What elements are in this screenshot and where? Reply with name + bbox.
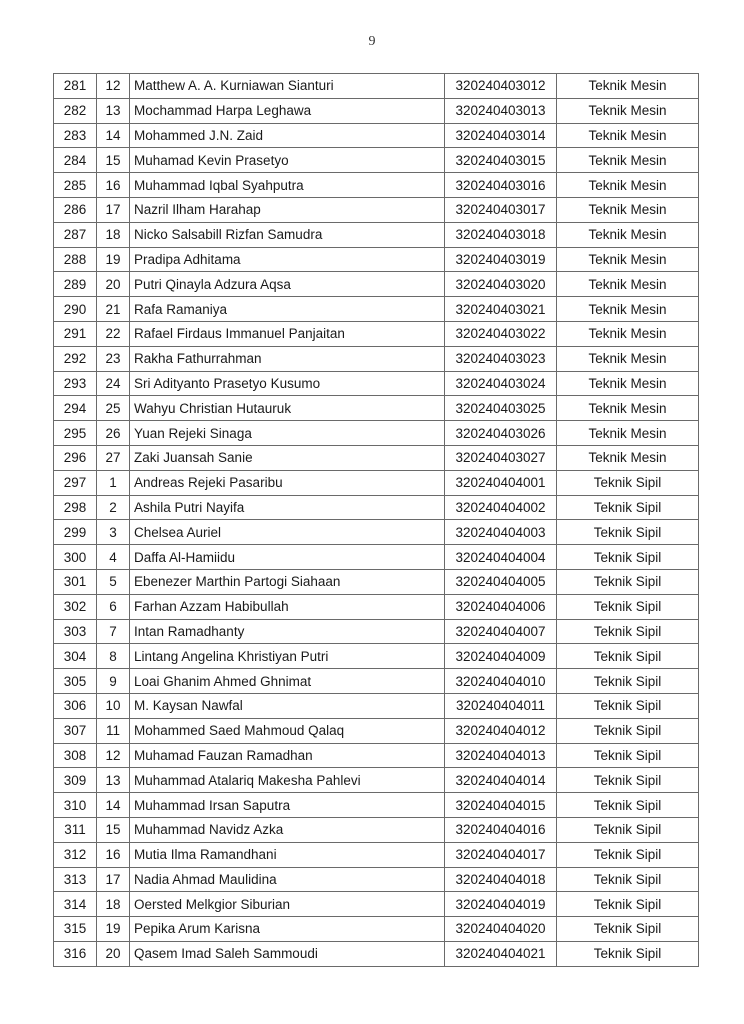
student-name-cell: Nadia Ahmad Maulidina [130, 867, 445, 892]
program-number-cell: 18 [97, 892, 130, 917]
program-number-cell: 15 [97, 148, 130, 173]
table-row [54, 495, 699, 520]
student-id-cell: 320240403023 [445, 346, 557, 371]
student-name-cell: Nazril Ilham Harahap [130, 197, 445, 222]
row-number-cell: 300 [54, 545, 97, 570]
table-row [54, 594, 699, 619]
table-row [54, 98, 699, 123]
table-row [54, 693, 699, 718]
study-program-cell: Teknik Sipil [557, 867, 699, 892]
student-name-cell: Zaki Juansah Sanie [130, 445, 445, 470]
row-number-cell: 295 [54, 421, 97, 446]
study-program-cell: Teknik Mesin [557, 98, 699, 123]
table-row [54, 272, 699, 297]
row-number-cell: 282 [54, 98, 97, 123]
row-number-cell: 309 [54, 768, 97, 793]
table-row [54, 74, 699, 99]
student-name-cell: Ashila Putri Nayifa [130, 495, 445, 520]
study-program-cell: Teknik Mesin [557, 272, 699, 297]
student-id-cell: 320240403021 [445, 297, 557, 322]
program-number-cell: 27 [97, 445, 130, 470]
student-name-cell: Yuan Rejeki Sinaga [130, 421, 445, 446]
table-row [54, 297, 699, 322]
program-number-cell: 13 [97, 768, 130, 793]
table-row [54, 173, 699, 198]
program-number-cell: 18 [97, 222, 130, 247]
student-name-cell: Muhammad Iqbal Syahputra [130, 173, 445, 198]
program-number-cell: 24 [97, 371, 130, 396]
student-name-cell: Oersted Melkgior Siburian [130, 892, 445, 917]
table-row [54, 669, 699, 694]
study-program-cell: Teknik Mesin [557, 321, 699, 346]
program-number-cell: 17 [97, 867, 130, 892]
student-id-cell: 320240404016 [445, 817, 557, 842]
table-row [54, 743, 699, 768]
student-id-cell: 320240403019 [445, 247, 557, 272]
study-program-cell: Teknik Sipil [557, 495, 699, 520]
row-number-cell: 314 [54, 892, 97, 917]
program-number-cell: 3 [97, 520, 130, 545]
row-number-cell: 307 [54, 718, 97, 743]
table-row [54, 718, 699, 743]
student-id-cell: 320240404012 [445, 718, 557, 743]
student-id-cell: 320240404005 [445, 569, 557, 594]
table-row [54, 197, 699, 222]
student-name-cell: Pepika Arum Karisna [130, 917, 445, 942]
program-number-cell: 6 [97, 594, 130, 619]
student-name-cell: Daffa Al-Hamiidu [130, 545, 445, 570]
student-id-cell: 320240403013 [445, 98, 557, 123]
study-program-cell: Teknik Mesin [557, 197, 699, 222]
table-row [54, 644, 699, 669]
row-number-cell: 305 [54, 669, 97, 694]
program-number-cell: 26 [97, 421, 130, 446]
table-row [54, 371, 699, 396]
study-program-cell: Teknik Sipil [557, 793, 699, 818]
table-row [54, 569, 699, 594]
row-number-cell: 298 [54, 495, 97, 520]
table-row [54, 247, 699, 272]
table-row [54, 842, 699, 867]
study-program-cell: Teknik Sipil [557, 619, 699, 644]
table-row [54, 817, 699, 842]
student-id-cell: 320240404009 [445, 644, 557, 669]
student-name-cell: M. Kaysan Nawfal [130, 693, 445, 718]
student-name-cell: Mutia Ilma Ramandhani [130, 842, 445, 867]
program-number-cell: 21 [97, 297, 130, 322]
student-id-cell: 320240403024 [445, 371, 557, 396]
study-program-cell: Teknik Sipil [557, 545, 699, 570]
table-row [54, 917, 699, 942]
program-number-cell: 2 [97, 495, 130, 520]
student-id-cell: 320240404002 [445, 495, 557, 520]
student-name-cell: Muhammad Navidz Azka [130, 817, 445, 842]
study-program-cell: Teknik Mesin [557, 148, 699, 173]
row-number-cell: 285 [54, 173, 97, 198]
study-program-cell: Teknik Mesin [557, 247, 699, 272]
student-name-cell: Pradipa Adhitama [130, 247, 445, 272]
study-program-cell: Teknik Mesin [557, 297, 699, 322]
program-number-cell: 20 [97, 941, 130, 966]
student-name-cell: Rakha Fathurrahman [130, 346, 445, 371]
table-row [54, 123, 699, 148]
row-number-cell: 299 [54, 520, 97, 545]
row-number-cell: 304 [54, 644, 97, 669]
study-program-cell: Teknik Mesin [557, 173, 699, 198]
student-name-cell: Rafa Ramaniya [130, 297, 445, 322]
program-number-cell: 5 [97, 569, 130, 594]
student-id-cell: 320240404017 [445, 842, 557, 867]
study-program-cell: Teknik Sipil [557, 892, 699, 917]
student-name-cell: Muhammad Atalariq Makesha Pahlevi [130, 768, 445, 793]
student-name-cell: Putri Qinayla Adzura Aqsa [130, 272, 445, 297]
table-row [54, 793, 699, 818]
student-name-cell: Mohammed Saed Mahmoud Qalaq [130, 718, 445, 743]
table-row [54, 545, 699, 570]
student-name-cell: Muhamad Kevin Prasetyo [130, 148, 445, 173]
study-program-cell: Teknik Mesin [557, 123, 699, 148]
row-number-cell: 310 [54, 793, 97, 818]
table-row [54, 867, 699, 892]
program-number-cell: 13 [97, 98, 130, 123]
student-id-cell: 320240404003 [445, 520, 557, 545]
study-program-cell: Teknik Sipil [557, 941, 699, 966]
program-number-cell: 20 [97, 272, 130, 297]
student-name-cell: Chelsea Auriel [130, 520, 445, 545]
student-id-cell: 320240403016 [445, 173, 557, 198]
program-number-cell: 14 [97, 123, 130, 148]
row-number-cell: 281 [54, 74, 97, 99]
study-program-cell: Teknik Mesin [557, 222, 699, 247]
student-name-cell: Nicko Salsabill Rizfan Samudra [130, 222, 445, 247]
program-number-cell: 16 [97, 842, 130, 867]
student-name-cell: Ebenezer Marthin Partogi Siahaan [130, 569, 445, 594]
row-number-cell: 292 [54, 346, 97, 371]
program-number-cell: 19 [97, 917, 130, 942]
program-number-cell: 15 [97, 817, 130, 842]
program-number-cell: 22 [97, 321, 130, 346]
student-id-cell: 320240403020 [445, 272, 557, 297]
row-number-cell: 312 [54, 842, 97, 867]
page-number: 9 [368, 34, 376, 49]
program-number-cell: 16 [97, 173, 130, 198]
student-name-cell: Rafael Firdaus Immanuel Panjaitan [130, 321, 445, 346]
student-id-cell: 320240404018 [445, 867, 557, 892]
student-id-cell: 320240403027 [445, 445, 557, 470]
table-row [54, 148, 699, 173]
student-id-cell: 320240404007 [445, 619, 557, 644]
student-id-cell: 320240404020 [445, 917, 557, 942]
row-number-cell: 289 [54, 272, 97, 297]
study-program-cell: Teknik Mesin [557, 445, 699, 470]
row-number-cell: 283 [54, 123, 97, 148]
study-program-cell: Teknik Sipil [557, 644, 699, 669]
program-number-cell: 25 [97, 396, 130, 421]
row-number-cell: 315 [54, 917, 97, 942]
table-row [54, 222, 699, 247]
student-id-cell: 320240403018 [445, 222, 557, 247]
student-name-cell: Mohammed J.N. Zaid [130, 123, 445, 148]
table-row [54, 445, 699, 470]
student-id-cell: 320240403015 [445, 148, 557, 173]
row-number-cell: 301 [54, 569, 97, 594]
table-row [54, 520, 699, 545]
row-number-cell: 303 [54, 619, 97, 644]
study-program-cell: Teknik Mesin [557, 74, 699, 99]
program-number-cell: 14 [97, 793, 130, 818]
table-row [54, 941, 699, 966]
study-program-cell: Teknik Sipil [557, 693, 699, 718]
student-id-cell: 320240404010 [445, 669, 557, 694]
row-number-cell: 286 [54, 197, 97, 222]
program-number-cell: 9 [97, 669, 130, 694]
student-name-cell: Lintang Angelina Khristiyan Putri [130, 644, 445, 669]
row-number-cell: 288 [54, 247, 97, 272]
student-name-cell: Farhan Azzam Habibullah [130, 594, 445, 619]
program-number-cell: 8 [97, 644, 130, 669]
row-number-cell: 306 [54, 693, 97, 718]
program-number-cell: 4 [97, 545, 130, 570]
table-row [54, 321, 699, 346]
student-name-cell: Sri Adityanto Prasetyo Kusumo [130, 371, 445, 396]
student-id-cell: 320240404006 [445, 594, 557, 619]
student-name-cell: Intan Ramadhanty [130, 619, 445, 644]
student-name-cell: Loai Ghanim Ahmed Ghnimat [130, 669, 445, 694]
program-number-cell: 12 [97, 743, 130, 768]
program-number-cell: 7 [97, 619, 130, 644]
student-name-cell: Matthew A. A. Kurniawan Sianturi [130, 74, 445, 99]
student-name-cell: Muhamad Fauzan Ramadhan [130, 743, 445, 768]
program-number-cell: 19 [97, 247, 130, 272]
study-program-cell: Teknik Mesin [557, 421, 699, 446]
student-name-cell: Mochammad Harpa Leghawa [130, 98, 445, 123]
row-number-cell: 297 [54, 470, 97, 495]
program-number-cell: 23 [97, 346, 130, 371]
student-id-cell: 320240404019 [445, 892, 557, 917]
program-number-cell: 17 [97, 197, 130, 222]
student-id-cell: 320240404004 [445, 545, 557, 570]
table-row [54, 619, 699, 644]
student-id-cell: 320240403025 [445, 396, 557, 421]
row-number-cell: 296 [54, 445, 97, 470]
row-number-cell: 293 [54, 371, 97, 396]
student-id-cell: 320240404013 [445, 743, 557, 768]
row-number-cell: 316 [54, 941, 97, 966]
student-id-cell: 320240403014 [445, 123, 557, 148]
study-program-cell: Teknik Sipil [557, 569, 699, 594]
row-number-cell: 308 [54, 743, 97, 768]
study-program-cell: Teknik Sipil [557, 669, 699, 694]
student-name-cell: Muhammad Irsan Saputra [130, 793, 445, 818]
row-number-cell: 291 [54, 321, 97, 346]
student-table [53, 73, 699, 967]
student-id-cell: 320240404014 [445, 768, 557, 793]
row-number-cell: 294 [54, 396, 97, 421]
table-row [54, 768, 699, 793]
table-row [54, 346, 699, 371]
row-number-cell: 290 [54, 297, 97, 322]
study-program-cell: Teknik Sipil [557, 594, 699, 619]
student-id-cell: 320240404001 [445, 470, 557, 495]
study-program-cell: Teknik Sipil [557, 917, 699, 942]
student-id-cell: 320240403022 [445, 321, 557, 346]
student-table-body [54, 74, 699, 967]
row-number-cell: 284 [54, 148, 97, 173]
student-id-cell: 320240404021 [445, 941, 557, 966]
row-number-cell: 311 [54, 817, 97, 842]
row-number-cell: 302 [54, 594, 97, 619]
row-number-cell: 287 [54, 222, 97, 247]
study-program-cell: Teknik Sipil [557, 718, 699, 743]
student-name-cell: Qasem Imad Saleh Sammoudi [130, 941, 445, 966]
program-number-cell: 12 [97, 74, 130, 99]
program-number-cell: 1 [97, 470, 130, 495]
study-program-cell: Teknik Sipil [557, 817, 699, 842]
study-program-cell: Teknik Sipil [557, 470, 699, 495]
study-program-cell: Teknik Mesin [557, 371, 699, 396]
student-id-cell: 320240403012 [445, 74, 557, 99]
table-row [54, 470, 699, 495]
student-id-cell: 320240404011 [445, 693, 557, 718]
table-row [54, 892, 699, 917]
row-number-cell: 313 [54, 867, 97, 892]
study-program-cell: Teknik Mesin [557, 396, 699, 421]
student-id-cell: 320240404015 [445, 793, 557, 818]
student-name-cell: Wahyu Christian Hutauruk [130, 396, 445, 421]
table-row [54, 421, 699, 446]
program-number-cell: 10 [97, 693, 130, 718]
student-name-cell: Andreas Rejeki Pasaribu [130, 470, 445, 495]
table-row [54, 396, 699, 421]
study-program-cell: Teknik Sipil [557, 768, 699, 793]
student-id-cell: 320240403017 [445, 197, 557, 222]
study-program-cell: Teknik Sipil [557, 842, 699, 867]
study-program-cell: Teknik Sipil [557, 520, 699, 545]
study-program-cell: Teknik Sipil [557, 743, 699, 768]
student-id-cell: 320240403026 [445, 421, 557, 446]
program-number-cell: 11 [97, 718, 130, 743]
study-program-cell: Teknik Mesin [557, 346, 699, 371]
